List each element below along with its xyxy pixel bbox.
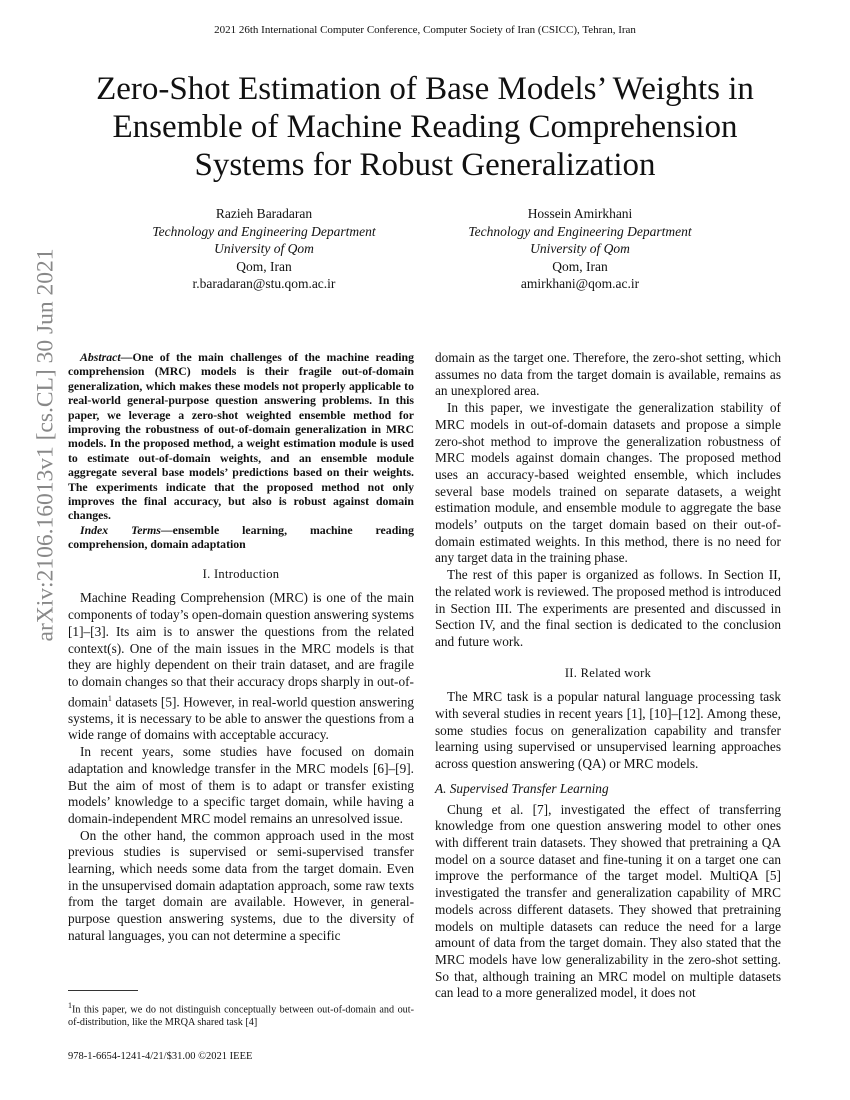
paper-title: Zero-Shot Estimation of Base Models’ Weights in Ensemble of Machine Reading Comprehension Systems for Robust Generalization [96, 71, 754, 183]
arxiv-stamp: arXiv:2106.16013v1 [cs.CL] 30 Jun 2021 [32, 248, 59, 642]
author-department: Technology and Engineering Department [152, 223, 376, 239]
paragraph: In recent years, some studies have focused on domain adaptation and knowledge transfer in the MRC models [6]–[9]. But the aim of most of them is to adapt or transfer existing models’ knowledge to a specific target domain, while having a domain-independent MRC model remains an unresolved issue. [68, 744, 414, 826]
section-heading-introduction: I. Introduction [202, 566, 280, 581]
author-block-1 [104, 205, 424, 293]
abstract: Abstract—One of the main challenges of the machine reading comprehension (MRC) models is their fragile out-of-domain generalization, which makes these models not properly applicable to real-world general-purpose question answering problems. In this paper, we leverage a zero-shot weighted ensemble method for improving the robustness of out-of-domain generalization in MRC models. In the proposed method, a weight estimation module is used to estimate out-of-domain weights, and an ensemble module aggregate several base models’ predictions based on their weights. The experiments indicate that the proposed method not only improves the final accuracy, but also is robust against domain changes. [68, 350, 414, 523]
author-name: Hossein Amirkhani [527, 206, 633, 221]
author-block-2 [420, 205, 740, 293]
author-name: Razieh Baradaran [215, 206, 313, 221]
index-terms: Index Terms—ensemble learning, machine reading comprehension, domain adaptation [68, 522, 414, 552]
paragraph: Machine Reading Comprehension (MRC) is one of the main components of today’s open-domain question answering systems [1]–[3]. Its aim is to answer the questions from the related context(s). One of the main issues in the MRC models is that they are highly dependent on their train dataset, and are fragile to domain changes so that their accuracy drops sharply in out-of-domain$^1$ datasets [5]. However, in real-world question answering systems, it is necessary to be able to answer the questions from a wide range of domains with acceptable accuracy. [68, 590, 414, 743]
paragraph: The MRC task is a popular natural language processing task with several studies in recent years [1], [10]–[12]. Among these, some studies focus on generalization capability and transfer learning using supervised or unsupervised learning approaches across question answering (QA) or MRC models. [435, 689, 781, 772]
footnote: $^1$In this paper, we do not distinguish conceptually between out-of-domain and out-of-distribution, like the MRQA shared task [4] [68, 1001, 414, 1028]
subsection-heading: A. Supervised Transfer Learning [435, 780, 609, 796]
footnote-rule [68, 990, 138, 991]
right-column [435, 350, 781, 1002]
isbn-footer: 978-1-6654-1241-4/21/$31.00 ©2021 IEEE [68, 1051, 253, 1062]
author-location: Qom, Iran [236, 258, 292, 274]
author-department: Technology and Engineering Department [468, 223, 692, 239]
paragraph: Chung et al. [7], investigated the effect of transferring knowledge from one question answering model to other ones with different train datasets. They showed that pretraining a QA model on a source dataset and fine-tuning it on a target one can improve the performance of the target model. MultiQA [5] investigated the transfer and generalization capability of MRC models across different datasets. They showed that pretraining models on multiple datasets can reduce the need for a large amount of data from the target domain. They also stated that the MRC models have low generalizability in the zero-shot setting. So that, although training an MRC model on multiple datasets can lead to a more generalized model, it does not [435, 801, 781, 1001]
paragraph: domain as the target one. Therefore, the zero-shot setting, which assumes no data from the target domain is available, remains as an unexplored area. [435, 350, 781, 399]
section-heading-related-work: II. Related work [564, 665, 652, 680]
paragraph: In this paper, we investigate the generalization stability of MRC models in out-of-domain datasets and propose a simple zero-shot method to improve the generalization robustness of MRC models against domain changes. The proposed method uses an accuracy-based weighted ensemble, which includes several base models trained on separate datasets, a weight estimation module, and ensemble module to aggregate the base models’ outputs on the target domain based on their out-of-domain estimated weights. In this method, there is no need for any target data in the training phase. [435, 400, 781, 566]
author-university: University of Qom [214, 241, 314, 256]
paragraph: On the other hand, the common approach used in the most previous studies is supervised or semi-supervised transfer learning, which needs some data from the target domain. Even in the unsupervised domain adaptation approach, some raw texts from the target domain are available. However, in general-purpose question answering systems, due to the diversity of natural languages, you can not determine a specific [68, 827, 414, 943]
author-email: r.baradaran@stu.qom.ac.ir [192, 276, 336, 291]
author-location: Qom, Iran [552, 258, 608, 274]
author-university: University of Qom [530, 241, 630, 256]
author-email: amirkhani@qom.ac.ir [520, 276, 640, 291]
conference-header: 2021 26th International Computer Conference, Computer Society of Iran (CSICC), Tehran, Iran [214, 24, 636, 36]
left-column [68, 350, 414, 945]
paragraph: The rest of this paper is organized as follows. In Section II, the related work is reviewed. The proposed method is introduced in Section III. The experiments are presented and discussed in Section IV, and the final section is dedicated to the conclusion and future work. [435, 567, 781, 649]
